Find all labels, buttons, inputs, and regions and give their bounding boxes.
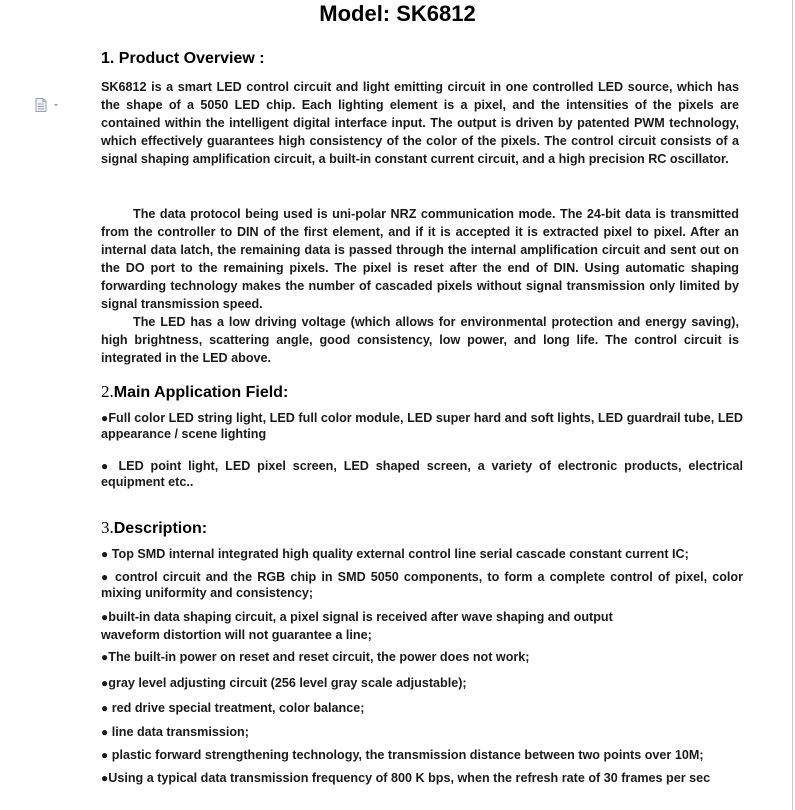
bullet-icon: ● [101, 570, 110, 584]
bullet-text: gray level adjusting circuit (256 level gray scale adjustable); [108, 676, 467, 690]
description-bullet [101, 675, 743, 691]
bullet-text: The built-in power on reset and reset circuit, the power does not work; [108, 650, 530, 664]
description-bullet [101, 724, 743, 740]
bullet-text: plastic forward strengthening technology, the transmission distance between two points over 10M; [108, 748, 704, 762]
description-bullet [101, 546, 743, 562]
heading-number: 2. [101, 382, 114, 401]
bullet-text: Top SMD internal integrated high quality external control line serial cascade constant current IC; [108, 547, 689, 561]
bullet-text: LED point light, LED pixel screen, LED shaped screen, a variety of electronic products, electrical equipment etc.. [101, 459, 743, 489]
bullet-text: control circuit and the RGB chip in SMD 5050 components, to form a complete control of pixel, color mixing uniformity and consistency; [101, 570, 743, 600]
description-bullet [101, 569, 743, 601]
bullet-text: Using a typical data transmission frequency of 800 K bps, when the refresh rate of 30 frames per sec [108, 771, 711, 785]
document-dropdown-icon[interactable] [35, 98, 63, 112]
page-title: Model: SK6812 [319, 1, 476, 26]
description-bullet-continuation: waveform distortion will not guarantee a line; [101, 628, 372, 642]
section-heading-application [101, 382, 288, 403]
bullet-text: Full color LED string light, LED full color module, LED super hard and soft lights, LED guardrail tube, LED appearance / scene lighting [101, 411, 744, 441]
overview-paragraph-2: The data protocol being used is uni-polar NRZ communication mode. The 24-bit data is transmitted from the controller to DIN of the first element, and if it is accepted it is extracted pixel to pixel. After an internal data latch, the remaining data is passed through the internal amplification circuit and sent out on the DO port to the remaining pixels. The pixel is reset after the end of DIN. Using automatic shaping forwarding technology makes the number of cascaded pixels without signal transmission only limited by signal transmission speed. [101, 207, 739, 311]
bullet-text: built-in data shaping circuit, a pixel signal is received after wave shaping and output [108, 610, 613, 624]
description-bullet [101, 649, 743, 665]
bullet-icon: ● [101, 650, 109, 664]
section-heading-description [101, 518, 207, 539]
application-bullet [101, 410, 743, 442]
heading-text: Description: [113, 520, 208, 537]
heading-text: Main Application Field: [113, 384, 289, 401]
section-heading-overview: 1. Product Overview : [101, 50, 265, 67]
bullet-text: line data transmission; [108, 725, 249, 739]
description-bullet [101, 747, 743, 763]
overview-paragraph-3: The LED has a low driving voltage (which allows for environmental protection and energy saving), high brightness, scattering angle, good consistency, low power, and long life. The control circuit is integrated in the LED above. [101, 315, 739, 365]
bullet-icon: ● [101, 748, 109, 762]
overview-paragraph-1: SK6812 is a smart LED control circuit and light emitting circuit in one controlled LED source, which has the shape of a 5050 LED chip. Each lighting element is a pixel, and the intensities of the pixels are contained within the intelligent digital interface input. The output is driven by patented PWM technology, which effectively guarantees high consistency of the color of the pixels. The control circuit consists of a signal shaping amplification circuit, a built-in constant current circuit, and a high precision RC oscillator. [101, 80, 739, 166]
application-bullet [101, 458, 743, 490]
description-bullet [101, 770, 743, 786]
description-bullet [101, 700, 743, 716]
bullet-icon: ● [101, 701, 109, 715]
bullet-icon: ● [101, 676, 109, 690]
bullet-icon: ● [101, 459, 112, 473]
bullet-icon: ● [101, 771, 109, 785]
bullet-icon: ● [101, 547, 109, 561]
heading-number: 3. [101, 518, 114, 537]
description-bullet [101, 609, 743, 625]
bullet-icon: ● [101, 725, 109, 739]
bullet-icon: ● [101, 411, 109, 425]
bullet-icon: ● [101, 610, 109, 624]
page-edge [792, 0, 793, 810]
bullet-text: red drive special treatment, color balance; [108, 701, 365, 715]
